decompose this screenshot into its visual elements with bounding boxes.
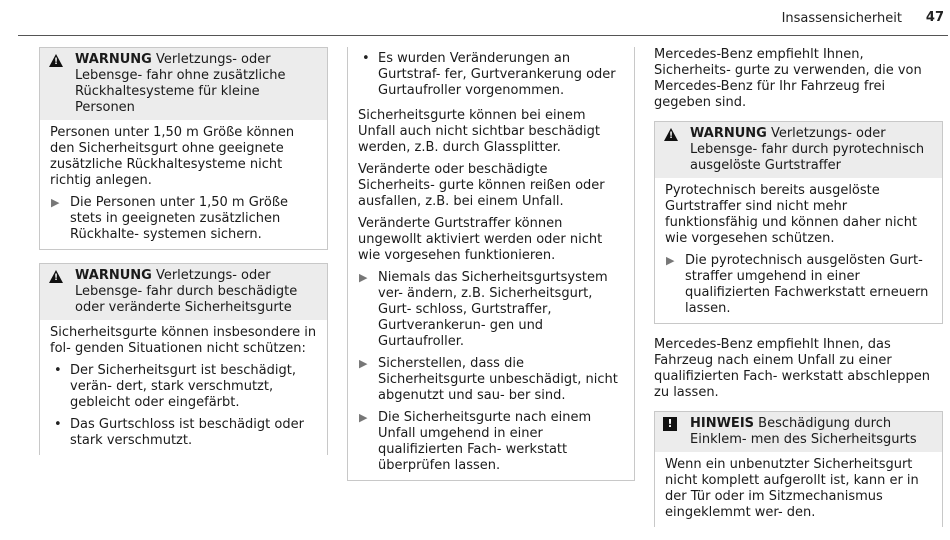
bullet-dot: • [54,417,62,432]
instruction-item [665,253,932,317]
header-rule [18,35,948,36]
column-middle [347,47,635,481]
play-arrow-icon: ▶ [359,411,368,424]
instruction-item [358,356,624,404]
page-number: 47 [925,10,944,25]
instruction-item [358,410,624,474]
warning-triangle-icon [49,54,63,67]
warning-triangle-icon [49,270,63,283]
instruction-text: Sicherstellen, dass die Sicherheitsgurte unbeschädigt, nicht abgenutzt und sau- ber sind. [378,356,618,403]
warning-header [655,122,942,178]
bullet-text: Das Gurtschloss ist beschädigt oder stark verschmutzt. [70,417,304,448]
warning-title: Verletzungs- oder Lebensge- fahr durch pyrotechnisch ausgelöste Gurtstraffer [690,126,925,173]
column-left [39,47,328,468]
warning-text: Sicherheitsgurte können insbesondere in fol- genden Situationen nicht schützen: [50,325,317,356]
warning-body [40,120,327,249]
warning-text: Pyrotechnisch bereits ausgelöste Gurtstraffer sind nicht mehr funktionsfähig und können daher nicht wie vorgesehen schützen. [665,183,918,246]
note-title: Beschädigung durch Einklem- men des Sicherheitsgurts [690,416,917,447]
instruction-text: Die Personen unter 1,50 m Größe stets in geeigneten zusätzlichen Rückhalte- systemen sichern. [70,195,289,242]
warning-box-pyrotechnic [654,121,943,324]
instruction-item [50,195,317,243]
bullet-item [50,363,317,411]
play-arrow-icon: ▶ [359,357,368,370]
play-arrow-icon: ▶ [51,196,60,209]
note-keyword: HINWEIS [690,416,755,431]
warning-keyword: WARNUNG [75,52,152,67]
play-arrow-icon: ▶ [666,254,675,267]
warning-title: Verletzungs- oder Lebensge- fahr ohne zusätzliche Rückhaltesysteme für kleine Personen [75,52,286,115]
instruction-text: Die pyrotechnisch ausgelösten Gurt- straffer umgehend in einer qualifizierten Fachwerkstatt erneuern lassen. [685,253,929,316]
instruction-item [358,270,624,350]
bullet-dot: • [54,363,62,378]
bullet-dot: • [362,51,370,66]
recommendation-text: Mercedes-Benz empfiehlt Ihnen, Sicherheits- gurte zu verwenden, die von Mercedes-Benz für Ihr Fahrzeug frei gegeben sind. [654,47,922,110]
note-text: Wenn ein unbenutzter Sicherheitsgurt nicht komplett aufgerollt ist, kann er in der Tür oder im Sitzmechanismus eingeklemmt wer- den. [665,457,919,520]
bullet-item [358,51,624,99]
bullet-text: Der Sicherheitsgurt ist beschädigt, verän- dert, stark verschmutzt, gebleicht oder eingefärbt. [70,363,296,410]
warning-continuation [347,47,635,481]
note-box-belt-pinching [654,411,943,527]
warning-header [40,264,327,320]
bullet-text: Es wurden Veränderungen an Gurtstraf- fer, Gurtverankerung oder Gurtaufroller vorgenommen. [378,51,616,98]
play-arrow-icon: ▶ [359,271,368,284]
warning-header [40,48,327,120]
warning-box-small-persons [39,47,328,250]
note-body [655,452,942,527]
warning-keyword: WARNUNG [690,126,767,141]
bullet-item [50,417,317,449]
warning-triangle-icon [664,128,678,141]
section-title: Insassensicherheit [781,11,902,26]
instruction-text: Niemals das Sicherheitsgurtsystem ver- ändern, z.B. Sicherheitsgurt, Gurt- schloss, Gurtstraffer, Gurtverankerun- gen und Gurtaufroller. [378,270,608,349]
note-header [655,412,942,452]
warning-body [655,178,942,323]
warning-text: Personen unter 1,50 m Größe können den Sicherheitsgurt ohne geeignete zusätzliche Rückhaltesysteme nicht richtig anlegen. [50,125,295,188]
warning-title: Verletzungs- oder Lebensge- fahr durch beschädigte oder veränderte Sicherheitsgurte [75,268,298,315]
instruction-text: Die Sicherheitsgurte nach einem Unfall umgehend in einer qualifizierten Fach- werkstatt überprüfen lassen. [378,410,592,473]
paragraph: Veränderte oder beschädigte Sicherheits- gurte können reißen oder ausfallen, z.B. bei einem Unfall. [358,162,605,209]
column-right [654,47,943,540]
paragraph: Sicherheitsgurte können bei einem Unfall auch nicht sichtbar beschädigt werden, z.B. durch Glassplitter. [358,108,600,155]
warning-box-damaged-belts [39,263,328,455]
warning-body [40,320,327,455]
exclamation-square-icon: ! [663,417,677,431]
warning-keyword: WARNUNG [75,268,152,283]
towing-recommendation: Mercedes-Benz empfiehlt Ihnen, das Fahrzeug nach einem Unfall zu einer qualifizierten Fach- werkstatt abschleppen zu lassen. [654,337,930,400]
paragraph: Veränderte Gurtstraffer können ungewollt aktiviert werden oder nicht wie vorgesehen funktionieren. [358,216,603,263]
